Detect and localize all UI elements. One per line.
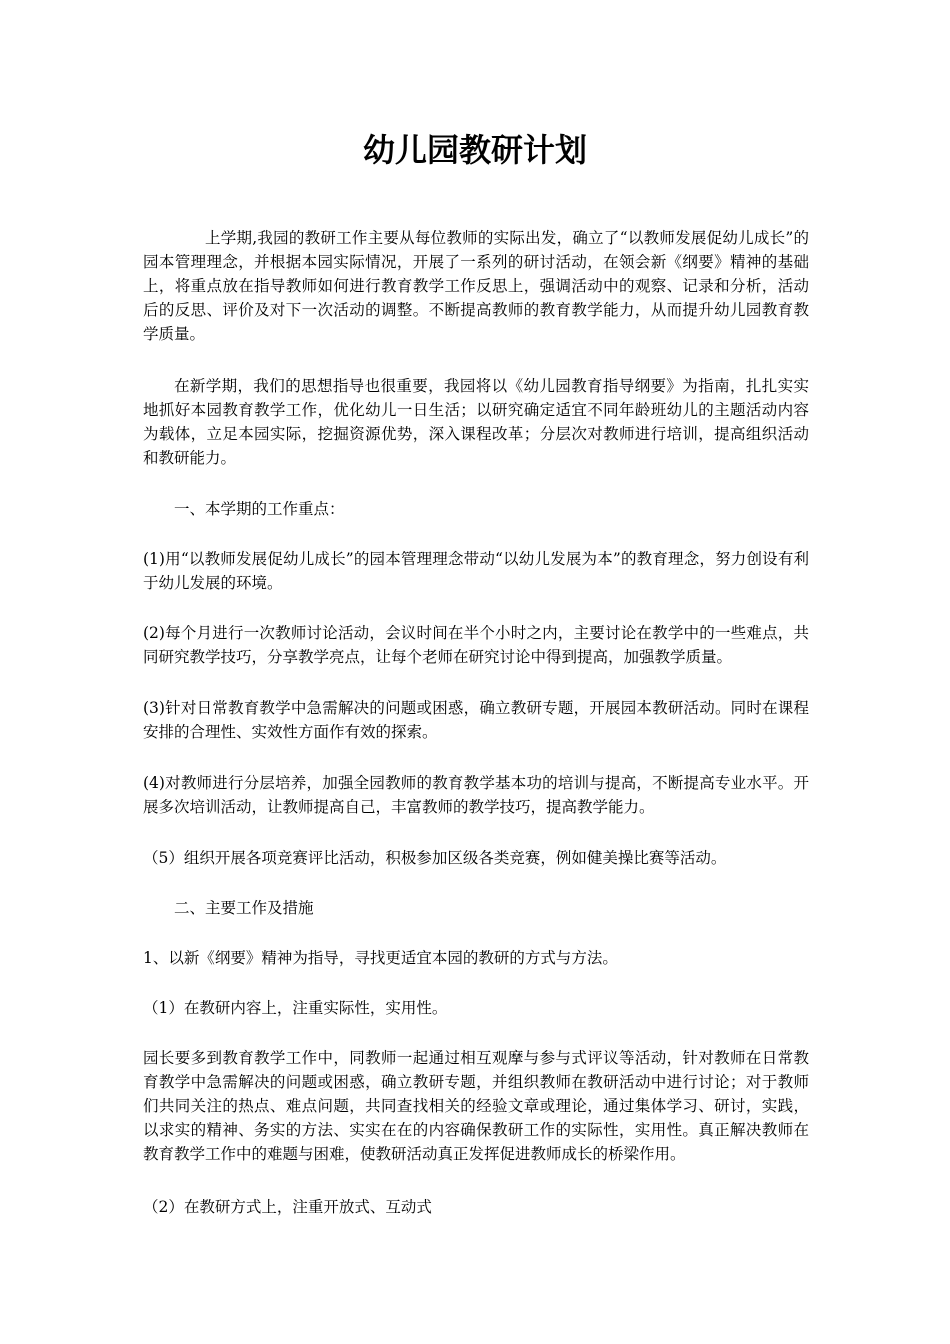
list-item-focus-5: （5）组织开展各项竞赛评比活动，积极参加区级各类竞赛，例如健美操比赛等活动。 bbox=[143, 849, 727, 867]
measure-item-1: 1、以新《纲要》精神为指导，寻找更适宜本园的教研的方式与方法。 bbox=[143, 949, 618, 967]
measure-subitem-2: （2）在教研方式上，注重开放式、互动式 bbox=[143, 1198, 432, 1216]
list-item-focus-3: (3)针对日常教育教学中急需解决的问题或困惑，确立教研专题，开展园本教研活动。同时在课程安排的合理性、实效性方面作有效的探索。 bbox=[143, 699, 809, 741]
measure-subitem-1: （1）在教研内容上，注重实际性，实用性。 bbox=[143, 999, 448, 1017]
document-title: 幼儿园教研计划 bbox=[362, 131, 587, 169]
paragraph-new-term-guidance: 在新学期，我们的思想指导也很重要，我园将以《幼儿园教育指导纲要》为指南，扎扎实实地抓好本园教育教学工作，优化幼儿一日生活；以研究确定适宜不同年龄班幼儿的主题活动内容为载体，立足本园实际，挖掘资源优势，深入课程改革；分层次对教师进行培训，提高组织活动和教研能力。 bbox=[143, 377, 809, 467]
paragraph-principal-involvement: 园长要多到教育教学工作中，同教师一起通过相互观摩与参与式评议等活动，针对教师在日常教育教学中急需解决的问题或困惑，确立教研专题，并组织教师在教研活动中进行讨论；对于教师们共同关注的热点、难点问题，共同查找相关的经验文章或理论，通过集体学习、研讨，实践，以求实的精神、务实的方法、实实在在的内容确保教研工作的实际性，实用性。真正解决教师在教育教学工作中的难题与困难，使教研活动真正发挥促进教师成长的桥梁作用。 bbox=[143, 1049, 809, 1163]
list-item-focus-1: (1)用“以教师发展促幼儿成长”的园本管理理念带动“以幼儿发展为本”的教育理念，努力创设有利于幼儿发展的环境。 bbox=[143, 550, 809, 592]
list-item-focus-4: (4)对教师进行分层培养，加强全园教师的教育教学基本功的培训与提高，不断提高专业水平。开展多次培训活动，让教师提高自己，丰富教师的教学技巧，提高教学能力。 bbox=[143, 774, 809, 816]
paragraph-last-term-summary: 上学期,我园的教研工作主要从每位教师的实际出发，确立了“以教师发展促幼儿成长”的园本管理理念，并根据本园实际情况，开展了一系列的研讨活动，在领会新《纲要》精神的基础上，将重点放在指导教师如何进行教育教学工作反思上，强调活动中的观察、记录和分析，活动后的反思、评价及对下一次活动的调整。不断提高教师的教育教学能力，从而提升幼儿园教育教学质量。 bbox=[143, 229, 809, 343]
section-heading-work-focus: 一、本学期的工作重点： bbox=[174, 500, 345, 518]
list-item-focus-2: (2)每个月进行一次教师讨论活动，会议时间在半个小时之内，主要讨论在教学中的一些难点，共同研究教学技巧，分享教学亮点，让每个老师在研究讨论中得到提高，加强教学质量。 bbox=[143, 624, 809, 666]
section-heading-main-measures: 二、主要工作及措施 bbox=[174, 899, 314, 917]
